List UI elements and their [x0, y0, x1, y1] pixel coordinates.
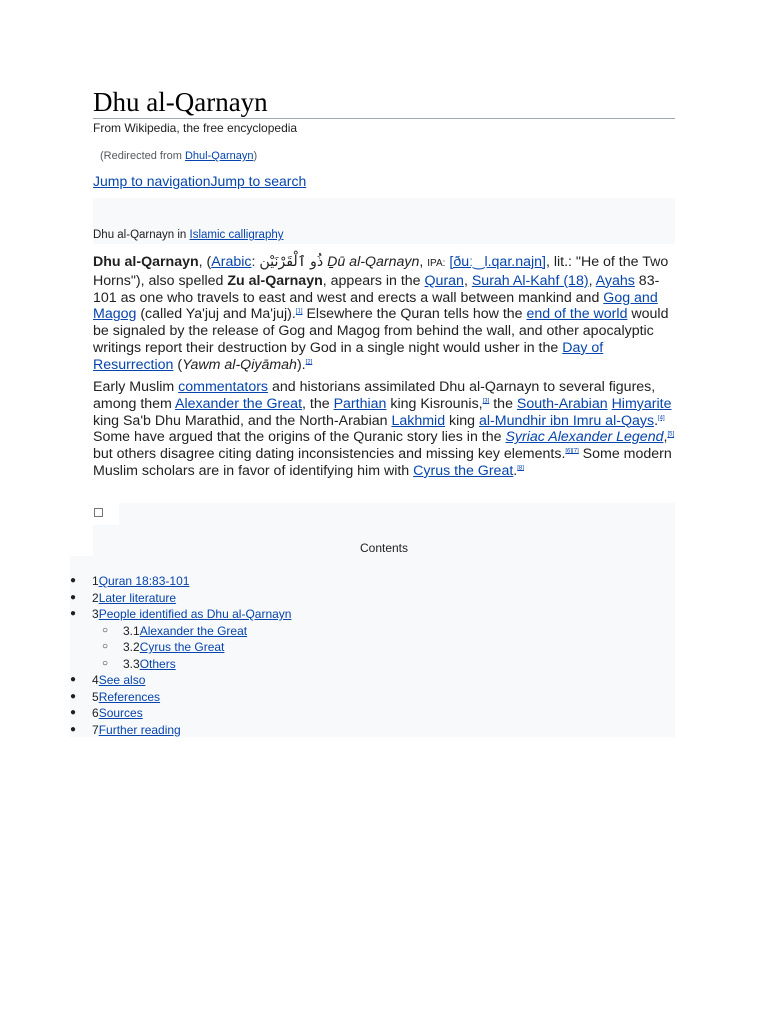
- toc-link[interactable]: Alexander the Great: [139, 623, 248, 638]
- toc-number: 6: [92, 706, 99, 720]
- toc-number: 4: [92, 673, 99, 687]
- toc-number: 2: [92, 590, 99, 605]
- gog-and-magog-link[interactable]: Gog and Magog: [93, 289, 658, 323]
- redirect-note: [100, 150, 257, 162]
- toc-entry: [92, 689, 160, 706]
- quran-link[interactable]: Quran: [424, 272, 464, 289]
- redirect-source-link[interactable]: Dhul-Qarnayn: [184, 150, 254, 162]
- text: the: [489, 395, 517, 412]
- tagline: From Wikipedia, the free encyclopedia: [93, 121, 298, 135]
- text: , (: [198, 254, 212, 270]
- toc-link[interactable]: See also: [98, 673, 146, 687]
- bullet-icon: ●: [70, 707, 77, 718]
- toc-corner: [70, 503, 93, 556]
- surah-al-kahf-link[interactable]: Surah Al-Kahf (18): [471, 272, 589, 289]
- text: Some have argued that the origins of the Quranic story lies in the: [93, 429, 506, 446]
- toc-entry: [123, 639, 224, 656]
- transliteration: Ḏū al-Qarnayn: [327, 254, 420, 270]
- bullet-icon: ●: [70, 608, 77, 619]
- toc-entry: [92, 722, 181, 739]
- text: king Kisrounis,: [386, 395, 483, 412]
- bullet-icon: ●: [70, 575, 77, 586]
- citation-4[interactable]: [4]: [658, 414, 665, 421]
- toc-link[interactable]: People identified as Dhu al-Qarnayn: [98, 607, 292, 621]
- bold-alt-spelling: Zu al-Qarnayn: [227, 272, 323, 289]
- cyrus-the-great-link[interactable]: Cyrus the Great: [413, 462, 514, 479]
- text: ).: [296, 356, 306, 373]
- text: and historians assimilated Dhu al-Qarnayn to several figures, among them: [93, 379, 656, 412]
- lead-paragraph-2: [93, 379, 675, 480]
- toc-number: 7: [92, 722, 99, 737]
- ayahs-link[interactable]: Ayahs: [595, 272, 635, 289]
- end-of-the-world-link[interactable]: end of the world: [526, 306, 628, 323]
- south-arabian-link[interactable]: South-Arabian: [516, 395, 608, 412]
- toc-number: 3.3: [123, 656, 140, 671]
- bullet-icon: ●: [70, 674, 77, 685]
- ipa-label: IPA:: [427, 258, 446, 269]
- syriac-alexander-legend-link[interactable]: Syriac Alexander Legend: [505, 429, 664, 446]
- toc-link[interactable]: References: [98, 689, 161, 704]
- text: would be signaled by the release of Gog and Magog from behind the wall, and other apocalyptic writings report their destruction by God in a single night would usher in the: [93, 306, 669, 356]
- text: Early Muslim: [93, 379, 179, 395]
- lakhmid-link[interactable]: Lakhmid: [391, 412, 446, 429]
- redirect-prefix: (Redirected from: [100, 150, 185, 162]
- himyarite-link[interactable]: Himyarite: [611, 395, 672, 412]
- toc-entry: [92, 672, 145, 689]
- toc-link[interactable]: Later literature: [98, 590, 177, 605]
- circle-bullet-icon: ○: [102, 657, 109, 669]
- toc-link[interactable]: Further reading: [98, 722, 181, 737]
- toc-number: 3: [92, 607, 99, 621]
- caption-prefix: Dhu al-Qarnayn in: [93, 229, 190, 241]
- text: ,: [588, 272, 596, 289]
- commentators-link[interactable]: commentators: [178, 379, 269, 395]
- text: 83-101 as one who travels to east and west and erects a wall between mankind and: [93, 272, 660, 306]
- text: , the: [302, 395, 334, 412]
- toc-number: 3.1: [123, 623, 140, 638]
- jump-to-navigation-link[interactable]: Jump to navigation: [93, 173, 211, 189]
- toc-number: 1: [92, 574, 99, 588]
- toc-number: 3.2: [123, 640, 140, 654]
- toc-entry: [123, 656, 176, 673]
- toc-entry: [92, 705, 143, 722]
- citation-5[interactable]: [5]: [667, 431, 675, 438]
- toc-entry: [123, 623, 247, 640]
- toc-entry: [92, 590, 176, 607]
- redirect-suffix: ): [253, 150, 258, 162]
- text: but others disagree citing dating inconsistencies and missing key elements.: [93, 446, 566, 463]
- toc-entry: [92, 606, 291, 623]
- bullet-icon: ●: [70, 591, 77, 603]
- citation-6-7[interactable]: [6][7]: [565, 448, 579, 455]
- text: ,: [663, 429, 668, 446]
- text: :: [251, 254, 260, 270]
- yawm-al-qiyamah: Yawm al-Qiyāmah: [182, 356, 297, 373]
- citation-8[interactable]: [8]: [517, 465, 524, 472]
- text: (called Ya'juj and Ma'juj).: [136, 306, 296, 323]
- day-of-resurrection-link[interactable]: Day of Resurrection: [93, 339, 604, 373]
- circle-bullet-icon: ○: [102, 641, 109, 652]
- bullet-icon: ●: [70, 690, 77, 702]
- islamic-calligraphy-link[interactable]: Islamic calligraphy: [189, 229, 284, 241]
- text: , lit.: "He of the Two Horns"), also spelled: [93, 254, 669, 289]
- bullet-icon: ●: [70, 723, 77, 735]
- text: .: [654, 412, 659, 429]
- text: Some modern Muslim scholars are in favor of identifying him with: [93, 446, 672, 479]
- ipa-link[interactable]: [ðuː‿l.qar.najn]: [449, 254, 546, 270]
- text: .: [513, 462, 518, 479]
- parthian-link[interactable]: Parthian: [333, 395, 387, 412]
- toc-entry: [92, 573, 189, 590]
- toc-link[interactable]: Cyrus the Great: [139, 640, 225, 654]
- toc-link[interactable]: Sources: [98, 706, 143, 720]
- text: Elsewhere the Quran tells how the: [302, 306, 527, 323]
- figure-caption: [93, 229, 283, 241]
- citation-1[interactable]: [1]: [295, 308, 303, 315]
- jump-to-search-link[interactable]: Jump to search: [210, 173, 307, 189]
- jump-links: [93, 173, 306, 189]
- lead-paragraph-1: [93, 254, 675, 374]
- circle-bullet-icon: ○: [102, 624, 109, 636]
- text: , appears in the: [322, 272, 425, 289]
- arabic-script: ذُو ٱلْقَرْنَيْن: [259, 254, 324, 270]
- toc-link[interactable]: Quran 18:83-101: [98, 574, 190, 588]
- text: king: [445, 412, 480, 429]
- toc-toggle-checkbox[interactable]: [94, 508, 103, 517]
- al-mundhir-link[interactable]: al-Mundhir ibn Imru al-Qays: [479, 412, 655, 429]
- citation-2[interactable]: [2]: [305, 359, 313, 366]
- text: (: [173, 356, 183, 373]
- page-title: Dhu al-Qarnayn: [93, 86, 675, 119]
- citation-3[interactable]: [3]: [482, 398, 490, 405]
- text: ,: [463, 272, 472, 289]
- toc-title: Contents: [359, 541, 409, 555]
- toc-link[interactable]: Others: [139, 656, 176, 671]
- alexander-the-great-link[interactable]: Alexander the Great: [175, 395, 303, 412]
- text: king Sa'b Dhu Marathid, and the North-Arabian: [93, 412, 392, 429]
- toc-number: 5: [92, 689, 99, 704]
- text: ,: [419, 254, 428, 270]
- bold-name: Dhu al-Qarnayn: [93, 254, 199, 270]
- arabic-link[interactable]: Arabic: [211, 254, 252, 270]
